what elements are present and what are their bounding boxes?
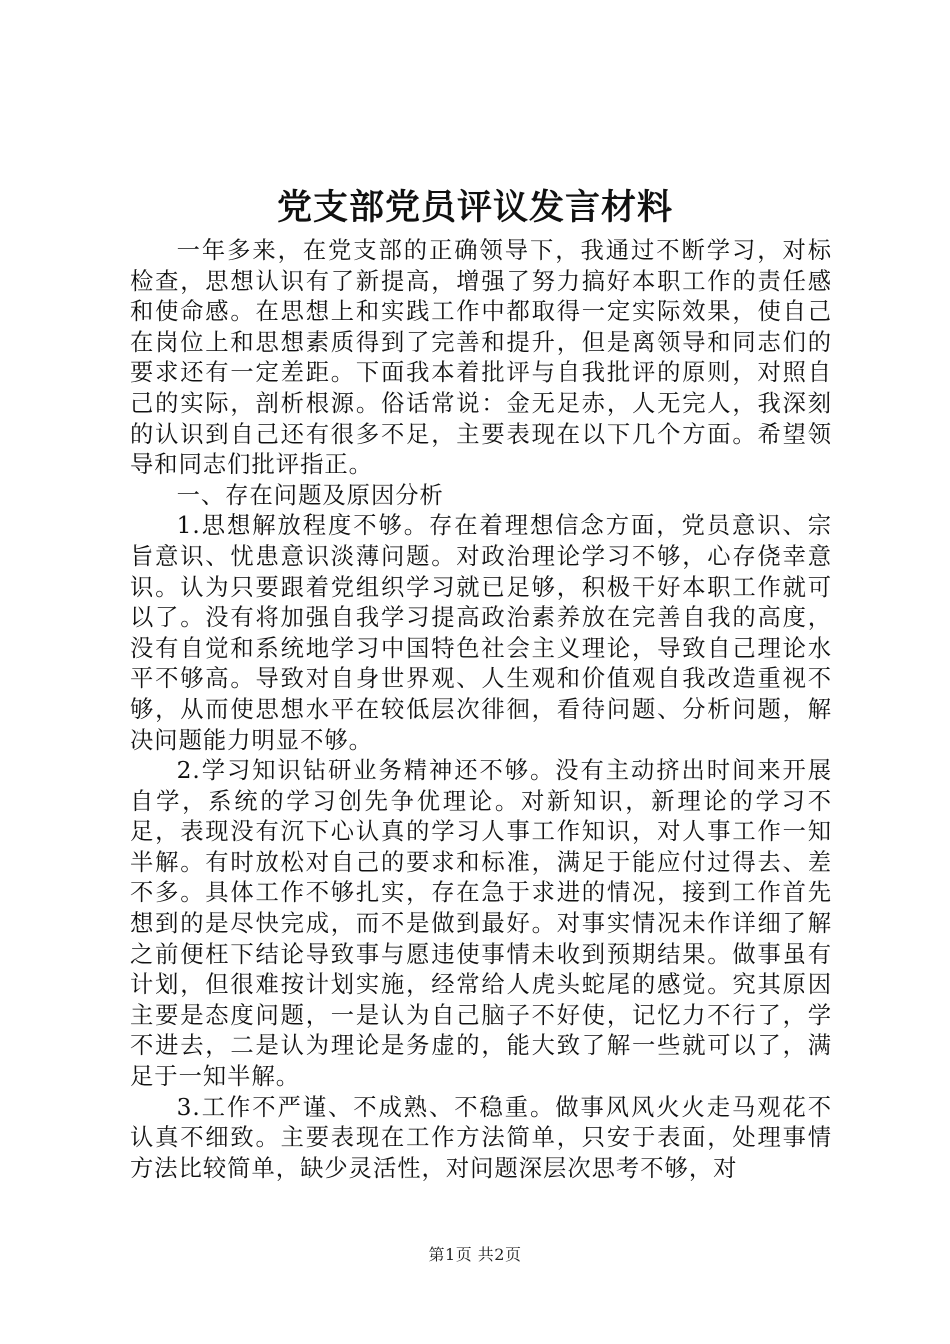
issue-paragraph-3: 3.工作不严谨、不成熟、不稳重。做事风风火火走马观花不认真不细致。主要表现在工作方法简单，只安于表面，处理事情方法比较简单，缺少灵活性，对问题深层次思考不够，对 (130, 1093, 832, 1182)
document-title: 党支部党员评议发言材料 (276, 187, 673, 228)
issue-paragraph-2: 2.学习知识钻研业务精神还不够。没有主动挤出时间来开展自学，系统的学习创先争优理论。对新知识，新理论的学习不足，表现没有沉下心认真的学习人事工作知识，对人事工作一知半解。有时放松对自己的要求和标准，满足于能应付过得去、差不多。具体工作不够扎实，存在急于求进的情况，接到工作首先想到的是尽快完成，而不是做到最好。对事实情况未作详细了解之前便枉下结论导致事与愿违使事情未收到预期结果。做事虽有计划，但很难按计划实施，经常给人虎头蛇尾的感觉。究其原因主要是态度问题，一是认为自己脑子不好使，记忆力不行了，学不进去，二是认为理论是务虚的，能大致了解一些就可以了，满足于一知半解。 (130, 757, 832, 1091)
issue-paragraph-1: 1.思想解放程度不够。存在着理想信念方面，党员意识、宗旨意识、忧患意识淡薄问题。对政治理论学习不够，心存侥幸意识。认为只要跟着党组织学习就已足够，积极干好本职工作就可以了。没有将加强自我学习提高政治素养放在完善自我的高度，没有自觉和系统地学习中国特色社会主义理论，导致自己理论水平不够高。导致对自身世界观、人生观和价值观自我改造重视不够，从而使思想水平在较低层次徘徊，看待问题、分析问题，解决问题能力明显不够。 (130, 512, 832, 754)
section-heading: 一、存在问题及原因分析 (176, 481, 444, 509)
intro-paragraph: 一年多来，在党支部的正确领导下，我通过不断学习，对标检查，思想认识有了新提高，增强了努力搞好本职工作的责任感和使命感。在思想上和实践工作中都取得一定实际效果，使自己在岗位上和思想素质得到了完善和提升，但是离领导和同志们的要求还有一定差距。下面我本着批评与自我批评的原则，对照自己的实际，剖析根源。俗话常说：金无足赤，人无完人，我深刻的认识到自己还有很多不足，主要表现在以下几个方面。希望领导和同志们批评指正。 (130, 237, 832, 479)
document-body (130, 236, 832, 1184)
page-number-footer: 第1页 共2页 (428, 1245, 522, 1264)
